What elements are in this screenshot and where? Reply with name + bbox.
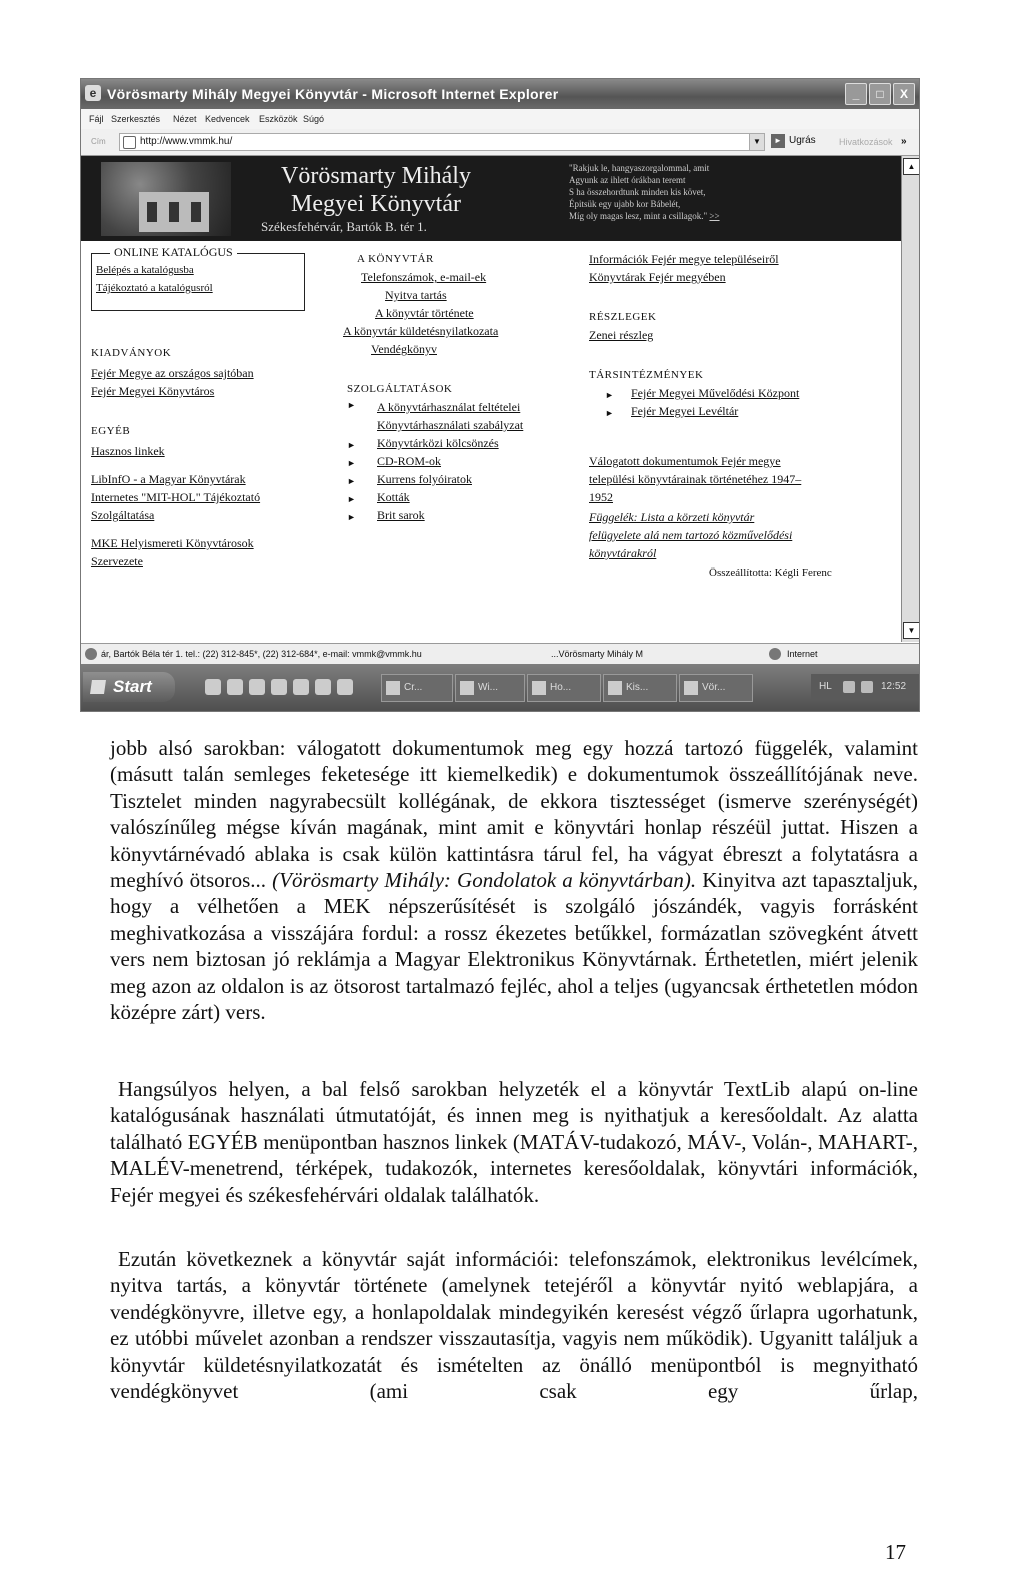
body-text: Hangsúlyos helyen, a bal felső sarokban helyzeték el a könyvtár TextLib alapú on-line katalógusának használati útmutatóját, és innen meg is nyithatjuk a keresőoldalt. Az alatta található EGYÉB menüpontban hasznos linkek (MATÁV-tudakozó, MÁV-, Volán-, MAHART-, MALÉV-menetrend, térképek, tudakozók, internetes keresőoldalak, könyvtári információk, Fejér megyei és székesfehérvári oldalak találhatók. [110,1077,918,1207]
site-address: Székesfehérvár, Bartók B. tér 1. [261,219,427,234]
service-link[interactable]: Kurrens folyóiratok [377,472,472,486]
service-link[interactable]: Kották [377,490,410,504]
quicklaunch-icon[interactable] [271,679,287,695]
menu-favorites[interactable]: Kedvencek [205,114,250,124]
service-link[interactable]: Könyvtárközi kölcsönzés [377,436,499,450]
catalog-info-link[interactable]: Tájékoztató a katalógusról [96,282,213,294]
service-link[interactable]: Brit sarok [377,508,425,522]
taskbar-button[interactable] [603,674,677,702]
url-text: http://www.vmmk.hu/ [140,136,233,147]
library-link[interactable]: A könyvtár története [375,306,474,320]
task-icon [684,681,698,695]
publications-heading: KIADVÁNYOK [91,347,172,359]
windows-flag-icon [90,680,106,694]
online-catalog-box [91,245,305,311]
library-link[interactable]: A könyvtár küldetésnyilatkozata [343,324,499,338]
quicklaunch-icon[interactable] [337,679,353,695]
other-link[interactable]: Szolgáltatása [91,508,155,522]
title-bar[interactable] [81,79,919,109]
details-heading: RÉSZLEGEK [589,311,657,323]
appendix-link[interactable]: felügyelete alá nem tartozó közművelődési [589,528,793,542]
menu-edit[interactable]: Szerkesztés [111,114,161,124]
body-text: jobb alsó sarokban: válogatott dokumentumok meg egy hozzá tartozó függelék, valamint (másutt talán semleges feketesége itt kiemelkedik) e dokumentumok összeállítójának neve. Tisztelet minden nagyrabecsült kollégának, de ekkora tisztességet (ismerve szerénységét) valószínűleg mégse kíván magának, mint amit e könyvtári honlap részéül juttat. Hiszen a könyvtárnévadó ablaka is csak külön kattintásra tárul fel, ha vágyat ébreszt a folytatásra a meghívó ötsoros... [110,736,918,893]
bullet-icon: ► [347,458,356,468]
quicklaunch-icon[interactable] [249,679,265,695]
other-link[interactable]: LibInfO - a Magyar Könyvtárak [91,472,246,486]
poem-line: Agyunk az ihlett órákban teremt [569,175,686,185]
start-label: Start [113,677,152,696]
header-poem [569,162,819,222]
documents-link[interactable]: települési könyvtárainak történetéhez 1947– [589,472,802,486]
status-text: ár, Bartók Béla tér 1. tel.: (22) 312-845*, (22) 312-684*, e-mail: vmmk@vmmk.hu [101,649,422,659]
taskbar-button[interactable] [381,674,453,702]
system-tray [811,674,919,700]
page-number: 17 [885,1540,906,1564]
bullet-icon: ► [347,494,356,504]
task-label: Ho... [550,682,572,693]
other-heading: EGYÉB [91,425,131,437]
poem-more-link[interactable]: >> [709,211,720,221]
window-title: Vörösmarty Mihály Megyei Könyvtár - Microsoft Internet Explorer [107,86,559,102]
menu-view[interactable]: Nézet [173,114,197,124]
poem-line: "Rakjuk le, hangyaszorgalommal, amit [569,163,710,173]
poem-line: S ha összehordtunk minden kis követ, [569,187,706,197]
partner-link[interactable]: Fejér Megyei Levéltár [631,404,739,418]
task-icon [386,681,400,695]
quicklaunch-icon[interactable] [227,679,243,695]
menu-bar [81,109,919,129]
documents-link[interactable]: 1952 [589,490,613,504]
status-title: ...Vörösmarty Mihály M [551,649,644,659]
detail-link[interactable]: Zenei részleg [589,328,654,342]
body-paragraph-2 [110,1076,918,1208]
task-icon [532,681,546,695]
partners-heading: TÁRSINTÉZMÉNYEK [589,369,704,381]
task-icon [608,681,622,695]
task-label: Cr... [404,682,423,693]
tray-icon[interactable] [843,681,855,693]
start-button[interactable] [83,672,175,702]
scroll-up-icon[interactable]: ▲ [903,158,920,175]
library-link[interactable]: Vendégkönyv [371,342,437,356]
other-link[interactable]: Internetes "MIT-HOL" Tájékoztató [91,490,261,504]
site-title-line1: Vörösmarty Mihály [281,163,471,189]
links-button[interactable]: Hivatkozások [839,137,893,147]
task-label: Wi... [478,682,498,693]
vertical-scrollbar[interactable] [901,156,920,642]
bullet-icon: ► [605,390,614,400]
menu-tools[interactable]: Eszközök [259,114,298,124]
site-title-line2: Megyei Könyvtár [291,191,461,217]
scroll-down-icon[interactable]: ▼ [903,622,920,639]
services-heading: SZOLGÁLTATÁSOK [347,383,453,395]
service-link[interactable]: Könyvtárhasználati szabályzat [377,418,524,432]
taskbar-button[interactable] [455,674,525,702]
publication-link[interactable]: Fejér Megye az országos sajtóban [91,366,254,380]
browser-screenshot [80,78,920,712]
library-link[interactable]: Nyitva tartás [385,288,447,302]
other-link[interactable]: Szervezete [91,554,143,568]
bullet-icon: ► [347,440,356,450]
go-button[interactable] [771,133,829,149]
bullet-icon: ► [605,408,614,418]
taskbar-button[interactable] [679,674,753,702]
address-label: Cím [91,137,106,146]
bullet-icon: ► [347,476,356,486]
body-paragraph-1 [110,735,918,1025]
quicklaunch-icon[interactable] [205,679,221,695]
menu-help[interactable]: Súgó [303,114,325,124]
body-paragraph-3 [110,1246,918,1404]
chevron-right-icon[interactable]: » [901,136,907,147]
documents-link[interactable]: Válogatott dokumentumok Fejér megye [589,454,781,468]
info-link[interactable]: Könyvtárak Fejér megyében [589,270,726,284]
web-page [81,156,901,642]
online-catalog-heading: ONLINE KATALÓGUS [110,245,237,260]
internet-zone-icon [769,648,781,660]
go-arrow-icon: ► [771,134,785,148]
catalog-login-link[interactable]: Belépés a katalógusba [96,264,194,276]
other-link[interactable]: MKE Helyismereti Könyvtárosok [91,536,254,550]
library-building-photo [101,162,231,236]
bullet-icon: ► [347,512,356,522]
address-bar [81,129,919,156]
menu-file[interactable]: Fájl [89,114,104,124]
useful-links-link[interactable]: Hasznos linkek [91,444,165,458]
body-text: Kinyitva azt tapasztaljuk, hogy a vélhetően a MEK népszerűsítését is szolgáló jószándék, vagyis forrásként meghivatkozása a visszájára fordul: a rossz ékezetes betűkkel, formázatlan szövegként átvett vers nem biztosan jó reklámja a Magyar Elektronikus Könyvtárnak. Érthetetlen, miért jelenik meg azon az oldalon is az ötsorost tartalmazó fejléc, ahol a teljes (ugyancsak érthetetlen módon középre zárt) vers. [110,868,918,1025]
bullet-icon: ► [347,400,356,410]
clock: 12:52 [881,681,907,692]
partner-link[interactable]: Fejér Megyei Művelődési Központ [631,386,800,400]
tray-label: HL [819,681,832,692]
site-title [261,162,491,218]
quicklaunch-icon[interactable] [315,679,331,695]
go-label: Ugrás [789,135,816,146]
status-page-icon [85,648,97,660]
page-icon [123,136,136,149]
publication-link[interactable]: Fejér Megyei Könyvtáros [91,384,215,398]
info-link[interactable]: Információk Fejér megye településeiről [589,252,779,266]
appendix-link[interactable]: Függelék: Lista a körzeti könyvtár [589,510,755,524]
status-zone: Internet [787,649,818,659]
quicklaunch-icon[interactable] [293,679,309,695]
appendix-link[interactable]: könyvtárakról [589,546,657,560]
body-text: Ezután következnek a könyvtár saját információi: telefonszámok, elektronikus levélcímek, nyitva tartás, a könyvtár története (amelynek tetejéről a könyvtár nyitó weblapjára, a vendégkönyvre, illetve egy, a honlapoldalak mindegyikén keresést végző űrlapra ugorhatunk, ez utóbbi művelet azonban a rendszer visszautasítja, vagyis nem működik). Ugyanitt találjuk a könyvtár küldetésnyilatkozatát és ismételten az önálló menüpontból is megnyitható vendégkönyvet (ami csak egy űrlap, [110,1247,918,1404]
quote-reference: (Vörösmarty Mihály: Gondolatok a könyvtárban). [272,868,697,893]
library-link[interactable]: Telefonszámok, e-mail-ek [361,270,487,284]
task-label: Kis... [626,682,649,693]
site-header [81,156,901,241]
minimize-button[interactable]: _ [845,83,867,105]
status-bar [81,643,919,664]
maximize-button[interactable]: □ [869,83,891,105]
compiler-credit: Összeállította: Kégli Ferenc [709,567,832,579]
poem-line: Míg oly magas lesz, mint a csillagok." >> [569,211,720,221]
service-link[interactable]: CD-ROM-ok [377,454,442,468]
close-button[interactable]: X [893,83,915,105]
taskbar [81,664,919,711]
ie-icon: e [85,85,101,101]
library-heading: A KÖNYVTÁR [357,253,434,265]
address-input[interactable] [119,133,751,151]
task-label: Vör... [702,682,726,693]
service-link[interactable]: A könyvtárhasználat feltételei [377,400,521,414]
poem-line: Épitsük egy ujabb kor Bábelét, [569,199,681,209]
address-dropdown-icon[interactable]: ▼ [749,133,765,151]
tray-icon[interactable] [861,681,873,693]
taskbar-button[interactable] [527,674,601,702]
task-icon [460,681,474,695]
